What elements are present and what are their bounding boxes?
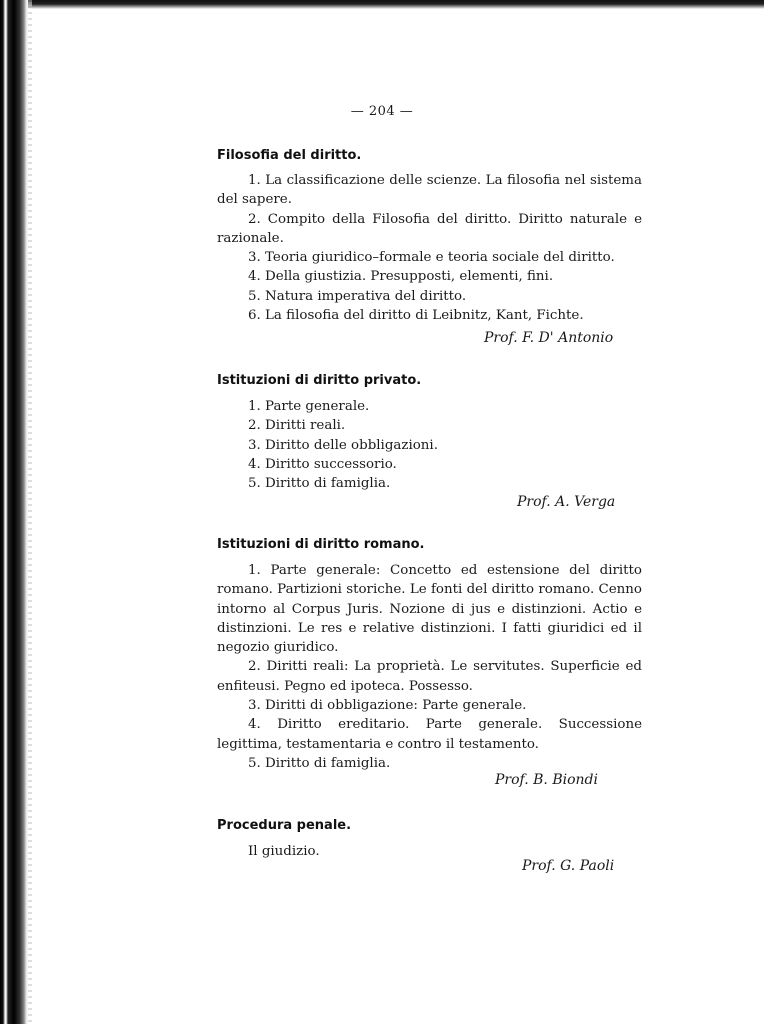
list-item: 3. Teoria giuridico–formale e teoria sociale del diritto. [248,250,615,266]
professor-signature: Prof. G. Paoli [522,858,615,874]
section-body [217,561,642,773]
list-item: 5. Diritto di famiglia. [248,476,391,492]
list-item: 1. Parte generale: Concetto ed estensione del diritto romano. Partizioni storiche. Le fonti del diritto romano. Cenno intorno al Corpus Juris. Nozione di jus e distinzioni. Actio e distinzioni. Le res e relative distinzioni. I fatti giuridici ed il negozio giuridico. [217,563,642,656]
section-heading: Filosofia del diritto. [217,148,362,163]
list-item: 3. Diritto delle obbligazioni. [248,437,438,453]
list-item: 5. Diritto di famiglia. [248,755,391,771]
section-heading: Procedura penale. [217,818,352,833]
list-item: 4. Diritto ereditario. Parte generale. Successione legittima, testamentaria e contro il testamento. [217,717,642,752]
professor-signature: Prof. B. Biondi [495,772,598,788]
section-heading: Istituzioni di diritto romano. [217,537,425,552]
professor-signature: Prof. A. Verga [517,494,616,510]
list-item: 1. Parte generale. [248,399,370,414]
list-item: 4. Della giustizia. Presupposti, elementi, fini. [248,269,554,285]
section-body [217,397,642,493]
page-number: — 204 — [350,104,414,119]
list-item: 2. Diritti reali: La proprietà. Le servitutes. Superficie ed enfiteusi. Pegno ed ipoteca. Possesso. [217,659,642,694]
list-item: 4. Diritto successorio. [248,456,397,472]
list-item: 2. Diritti reali. [248,418,346,434]
section-body [217,171,642,325]
list-item: 3. Diritti di obbligazione: Parte generale. [248,698,527,714]
professor-signature: Prof. F. D' Antonio [484,330,614,346]
list-item: Il giudizio. [248,844,320,859]
list-item: 6. La filosofia del diritto di Leibnitz, Kant, Fichte. [248,308,584,324]
list-item: 5. Natura imperativa del diritto. [248,288,467,304]
section-heading: Istituzioni di diritto privato. [217,373,422,388]
list-item: 1. La classificazione delle scienze. La filosofia nel sistema del sapere. [217,173,642,208]
list-item: 2. Compito della Filosofia del diritto. Diritto naturale e razionale. [217,211,642,246]
